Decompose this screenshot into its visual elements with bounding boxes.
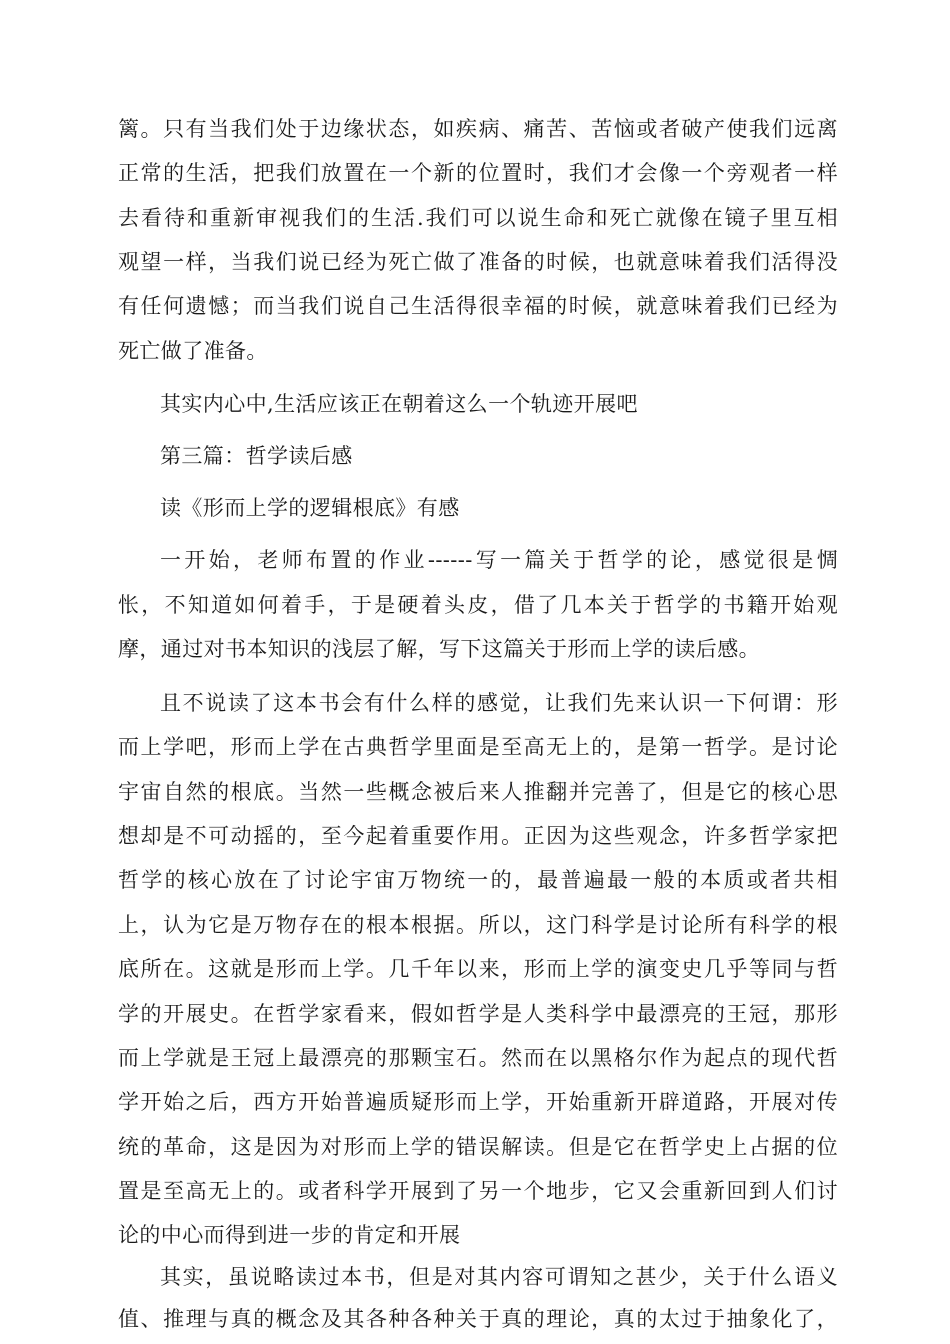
paragraph-line: 其实内心中,生活应该正在朝着这么一个轨迹开展吧 <box>160 392 638 416</box>
paragraph-line: 有任何遗憾；而当我们说自己生活得很幸福的时候，就意味着我们已经为 <box>118 294 838 318</box>
paragraph-line: 学的开展史。在哲学家看来，假如哲学是人类科学中最漂亮的王冠，那形 <box>118 1002 838 1026</box>
paragraph-line: 其实，虽说略读过本书，但是对其内容可谓知之甚少，关于什么语义 <box>160 1265 838 1289</box>
paragraph-line: 想却是不可动摇的，至今起着重要作用。正因为这些观念，许多哲学家把 <box>118 824 838 848</box>
paragraph-line: 观望一样，当我们说已经为死亡做了准备的时候，也就意味着我们活得没 <box>118 250 838 274</box>
paragraph-line: 统的革命，这是因为对形而上学的错误解读。但是它在哲学史上占据的位 <box>118 1135 838 1159</box>
paragraph-line: 一开始，老师布置的作业------写一篇关于哲学的论，感觉很是惆 <box>160 548 838 572</box>
section-heading: 第三篇：哲学读后感 <box>160 444 353 468</box>
essay-title: 读《形而上学的逻辑根底》有感 <box>160 496 460 520</box>
paragraph-line: 底所在。这就是形而上学。几千年以来，形而上学的演变史几乎等同与哲 <box>118 957 838 981</box>
paragraph-line: 而上学就是王冠上最漂亮的那颗宝石。然而在以黑格尔作为起点的现代哲 <box>118 1046 838 1070</box>
paragraph-line: 宇宙自然的根底。当然一些概念被后来人推翻并完善了，但是它的核心思 <box>118 780 838 804</box>
paragraph-line: 上，认为它是万物存在的根本根据。所以，这门科学是讨论所有科学的根 <box>118 913 838 937</box>
paragraph-line: 摩，通过对书本知识的浅层了解，写下这篇关于形而上学的读后感。 <box>118 637 760 661</box>
paragraph-line: 值、推理与真的概念及其各种各种关于真的理论，真的太过于抽象化了， <box>118 1307 838 1331</box>
paragraph-line: 学开始之后，西方开始普遍质疑形而上学，开始重新开辟道路，开展对传 <box>118 1090 838 1114</box>
paragraph-line: 正常的生活，把我们放置在一个新的位置时，我们才会像一个旁观者一样 <box>118 161 838 185</box>
paragraph-line: 且不说读了这本书会有什么样的感觉，让我们先来认识一下何谓：形 <box>160 691 838 715</box>
paragraph-line: 篱。只有当我们处于边缘状态，如疾病、痛苦、苦恼或者破产使我们远离 <box>118 117 838 141</box>
paragraph-line: 去看待和重新审视我们的生活.我们可以说生命和死亡就像在镜子里互相 <box>118 206 838 230</box>
paragraph-line: 而上学吧，形而上学在古典哲学里面是至高无上的，是第一哲学。是讨论 <box>118 735 838 759</box>
paragraph-line: 死亡做了准备。 <box>118 339 268 363</box>
paragraph-line: 置是至高无上的。或者科学开展到了另一个地步，它又会重新回到人们讨 <box>118 1179 838 1203</box>
paragraph-line: 论的中心而得到进一步的肯定和开展 <box>118 1223 461 1247</box>
paragraph-line: 哲学的核心放在了讨论宇宙万物统一的，最普遍最一般的本质或者共相 <box>118 868 838 892</box>
paragraph-line: 怅，不知道如何着手，于是硬着头皮，借了几本关于哲学的书籍开始观 <box>118 593 838 617</box>
